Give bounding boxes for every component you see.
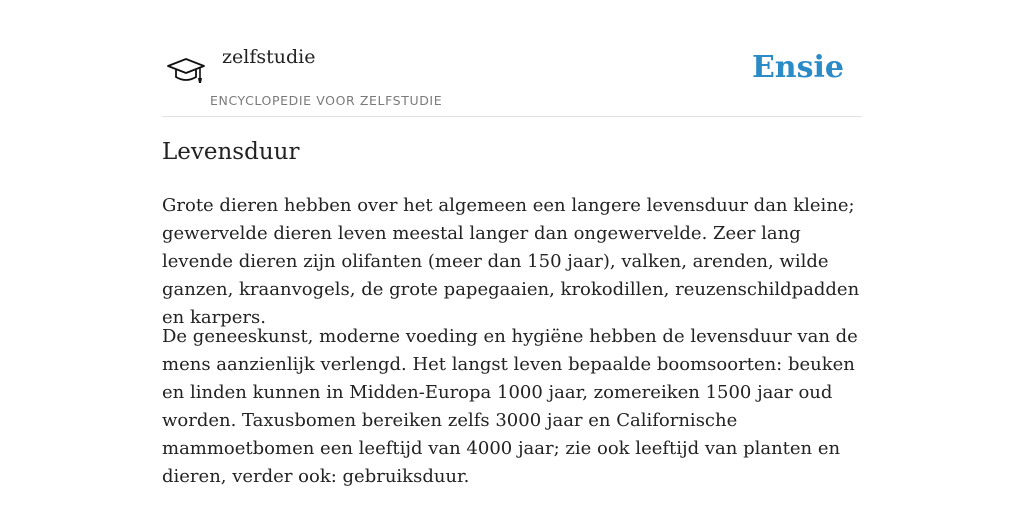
brand-logo-link[interactable]: Ensie bbox=[751, 50, 844, 85]
page-title: Levensduur bbox=[162, 139, 300, 165]
article-paragraph-1: Grote dieren hebben over het algemeen een langere levensduur dan kleine; gewervelde dieren leven meestal langer dan ongewervelde. Zeer lang levende dieren zijn olifanten (meer dan 150 jaar), valken, arenden, wilde ganzen, kraanvogels, de grote papegaaien, krokodillen, reuzenschildpadden en karpers. bbox=[162, 195, 860, 328]
site-tagline: ENCYCLOPEDIE VOOR ZELFSTUDIE bbox=[210, 93, 443, 108]
page bbox=[162, 0, 862, 512]
article-paragraph-2: De geneeskunst, moderne voeding en hygiëne hebben de levensduur van de mens aanzienlijk verlengd. Het langst leven bepaalde boomsoorten: beuken en linden kunnen in Midden-Europa 1000 jaar, zomereiken 1500 jaar oud worden. Taxusbomen bereiken zelfs 3000 jaar en Californische mammoetbomen een leeftijd van 4000 jaar; zie ook leeftijd van planten en dieren, verder ook: gebruiksduur. bbox=[162, 326, 858, 487]
site-name[interactable]: zelfstudie bbox=[222, 46, 316, 68]
graduation-cap-icon[interactable] bbox=[166, 54, 206, 88]
site-header bbox=[162, 0, 862, 117]
